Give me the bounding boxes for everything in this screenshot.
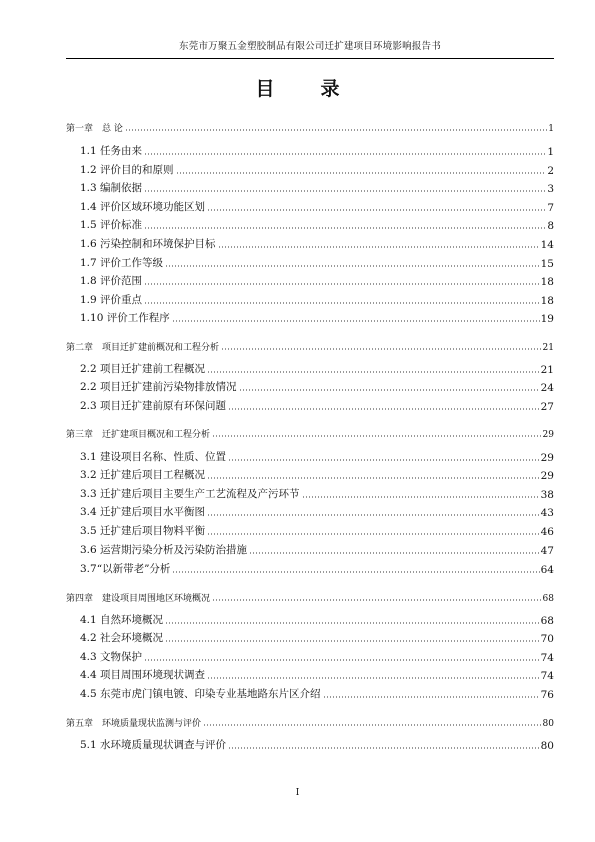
dot-leader bbox=[239, 389, 540, 391]
toc-entry-page: 27 bbox=[540, 401, 554, 413]
toc-entry-page: 74 bbox=[540, 652, 554, 664]
page-title: 目录 bbox=[255, 78, 386, 100]
dot-leader bbox=[207, 371, 540, 373]
toc-entry-label: 1.9 评价重点 bbox=[80, 294, 143, 306]
toc-entry-page: 74 bbox=[540, 670, 554, 682]
dot-leader bbox=[144, 659, 540, 661]
toc-entry-label: 第三章 迁扩建项目概况和工程分析 bbox=[66, 430, 211, 440]
toc-entry-page: 29 bbox=[540, 452, 554, 464]
toc-entry-label: 1.8 评价范围 bbox=[80, 275, 143, 287]
toc-entry-page: 14 bbox=[540, 239, 554, 251]
dot-leader bbox=[207, 677, 540, 679]
toc-entry-label: 第五章 环境质量现状监测与评价 bbox=[66, 719, 202, 729]
toc-entry-label: 4.1 自然环境概况 bbox=[80, 614, 164, 626]
toc-entry-page: 1 bbox=[548, 124, 554, 134]
dot-leader bbox=[207, 477, 540, 479]
toc-entry-label: 4.4 项目周围环境现状调查 bbox=[80, 669, 206, 681]
dot-leader bbox=[144, 227, 546, 229]
toc-entry-page: 8 bbox=[547, 220, 554, 232]
toc-entry-label: 1.2 评价目的和原则 bbox=[80, 164, 174, 176]
dot-leader bbox=[165, 622, 540, 624]
toc-entry-label: 2.3 项目迁扩建前原有环保问题 bbox=[80, 400, 227, 412]
toc-entry-label: 1.6 污染控制和环境保护目标 bbox=[80, 238, 216, 250]
toc-entry-label: 3.5 迁扩建后项目物料平衡 bbox=[80, 525, 206, 537]
toc-entry-page: 3 bbox=[547, 183, 554, 195]
dot-leader bbox=[228, 459, 540, 461]
dot-leader bbox=[144, 153, 546, 155]
dot-leader bbox=[207, 209, 546, 211]
toc-entry-label: 3.2 迁扩建后项目工程概况 bbox=[80, 469, 206, 481]
toc-section-entry[interactable] bbox=[80, 179, 554, 195]
dot-leader bbox=[221, 348, 542, 350]
toc-section-entry[interactable] bbox=[80, 666, 554, 682]
toc-entry-page: 29 bbox=[540, 470, 554, 482]
toc-entry-page: 19 bbox=[540, 313, 554, 325]
toc-chapter-entry[interactable] bbox=[66, 715, 554, 729]
toc-entry-page: 1 bbox=[547, 146, 554, 158]
toc-section-entry[interactable] bbox=[80, 360, 554, 376]
toc-entry-page: 2 bbox=[547, 165, 554, 177]
dot-leader bbox=[212, 435, 542, 437]
toc-entry-label: 第二章 项目迁扩建前概况和工程分析 bbox=[66, 343, 220, 353]
dot-leader bbox=[207, 533, 540, 535]
toc-entry-page: 68 bbox=[540, 615, 554, 627]
toc-entry-page: 21 bbox=[540, 364, 554, 376]
toc-chapter-entry[interactable] bbox=[66, 120, 554, 134]
toc-entry-page: 15 bbox=[540, 258, 554, 270]
toc-entry-label: 3.1 建设项目名称、性质、位置 bbox=[80, 451, 227, 463]
toc-entry-page: 43 bbox=[540, 507, 554, 519]
toc-chapter-entry[interactable] bbox=[66, 339, 554, 353]
toc-section-entry[interactable] bbox=[80, 448, 554, 464]
toc-entry-label: 2.2 项目迁扩建前污染物排放情况 bbox=[80, 381, 237, 393]
toc-entry-page: 18 bbox=[540, 295, 554, 307]
dot-leader bbox=[228, 747, 540, 749]
toc-entry-page: 70 bbox=[540, 633, 554, 645]
toc-entry-label: 4.2 社会环境概况 bbox=[80, 632, 164, 644]
dot-leader bbox=[144, 283, 540, 285]
toc-entry-label: 第四章 建设项目周围地区环境概况 bbox=[66, 594, 211, 604]
toc-section-entry[interactable] bbox=[80, 216, 554, 232]
toc-entry-page: 7 bbox=[547, 202, 554, 214]
toc-section-entry[interactable] bbox=[80, 397, 554, 413]
toc-section-entry[interactable] bbox=[80, 560, 554, 576]
dot-leader bbox=[165, 640, 540, 642]
toc-section-entry[interactable] bbox=[80, 685, 554, 701]
dot-leader bbox=[218, 246, 540, 248]
toc-entry-page: 64 bbox=[540, 564, 554, 576]
toc-entry-label: 1.10 评价工作程序 bbox=[80, 312, 170, 324]
toc-section-entry[interactable] bbox=[80, 161, 554, 177]
dot-leader bbox=[212, 599, 542, 601]
toc-chapter-entry[interactable] bbox=[66, 590, 554, 604]
toc-section-entry[interactable] bbox=[80, 309, 554, 325]
dot-leader bbox=[144, 190, 546, 192]
toc-entry-page: 80 bbox=[542, 719, 554, 729]
page-number: I bbox=[295, 788, 300, 798]
dot-leader bbox=[323, 696, 540, 698]
toc-entry-page: 80 bbox=[540, 740, 554, 752]
toc-entry-label: 2.2 项目迁扩建前工程概况 bbox=[80, 363, 206, 375]
toc-entry-page: 47 bbox=[540, 545, 554, 557]
toc-entry-label: 4.3 文物保护 bbox=[80, 651, 143, 663]
dot-leader bbox=[172, 320, 540, 322]
toc-section-entry[interactable] bbox=[80, 235, 554, 251]
dot-leader bbox=[249, 552, 540, 554]
dot-leader bbox=[176, 172, 547, 174]
toc-entry-page: 18 bbox=[540, 276, 554, 288]
dot-leader bbox=[228, 408, 540, 410]
toc-entry-label: 3.3 迁扩建后项目主要生产工艺流程及产污环节 bbox=[80, 488, 300, 500]
toc-section-entry[interactable] bbox=[80, 648, 554, 664]
toc-section-entry[interactable] bbox=[80, 272, 554, 288]
toc-section-entry[interactable] bbox=[80, 291, 554, 307]
toc-section-entry[interactable] bbox=[80, 503, 554, 519]
toc-entry-page: 46 bbox=[540, 526, 554, 538]
toc-section-entry[interactable] bbox=[80, 522, 554, 538]
toc-section-entry[interactable] bbox=[80, 378, 554, 394]
toc-entry-label: 1.1 任务由来 bbox=[80, 145, 143, 157]
toc-entry-label: 5.1 水环境质量现状调查与评价 bbox=[80, 739, 227, 751]
toc-entry-page: 21 bbox=[542, 343, 554, 353]
toc-entry-label: 1.4 评价区域环境功能区划 bbox=[80, 201, 206, 213]
toc-entry-page: 24 bbox=[540, 382, 554, 394]
dot-leader bbox=[172, 571, 539, 573]
dot-leader bbox=[165, 265, 540, 267]
toc-entry-page: 68 bbox=[542, 594, 554, 604]
toc-entry-label: 1.5 评价标准 bbox=[80, 219, 143, 231]
toc-entry-label: 4.5 东莞市虎门镇电镀、印染专业基地路东片区介绍 bbox=[80, 688, 321, 700]
toc-entry-label: 3.6 运营期污染分析及污染防治措施 bbox=[80, 544, 248, 556]
toc-section-entry[interactable] bbox=[80, 541, 554, 557]
toc-section-entry[interactable] bbox=[80, 629, 554, 645]
toc-section-entry[interactable] bbox=[80, 254, 554, 270]
toc-section-entry[interactable] bbox=[80, 736, 554, 752]
dot-leader bbox=[207, 514, 540, 516]
running-header: 东莞市万聚五金塑胶制品有限公司迁扩建项目环境影响报告书 bbox=[66, 40, 554, 59]
toc-section-entry[interactable] bbox=[80, 611, 554, 627]
toc-section-entry[interactable] bbox=[80, 466, 554, 482]
toc-entry-label: 1.7 评价工作等级 bbox=[80, 257, 164, 269]
toc-entry-label: 3.4 迁扩建后项目水平衡图 bbox=[80, 506, 206, 518]
toc-section-entry[interactable] bbox=[80, 198, 554, 214]
toc-chapter-entry[interactable] bbox=[66, 426, 554, 440]
dot-leader bbox=[125, 129, 547, 131]
toc-section-entry[interactable] bbox=[80, 142, 554, 158]
dot-leader bbox=[144, 302, 540, 304]
dot-leader bbox=[203, 724, 542, 726]
toc-entry-label: 第一章 总 论 bbox=[66, 124, 123, 134]
toc-entry-label: 1.3 编制依据 bbox=[80, 182, 143, 194]
toc-entry-page: 29 bbox=[542, 430, 554, 440]
toc-entry-label: 3.7“以新带老”分析 bbox=[80, 563, 171, 575]
toc-section-entry[interactable] bbox=[80, 485, 554, 501]
toc-entry-page: 38 bbox=[540, 489, 554, 501]
dot-leader bbox=[302, 496, 540, 498]
toc-entry-page: 76 bbox=[540, 689, 554, 701]
